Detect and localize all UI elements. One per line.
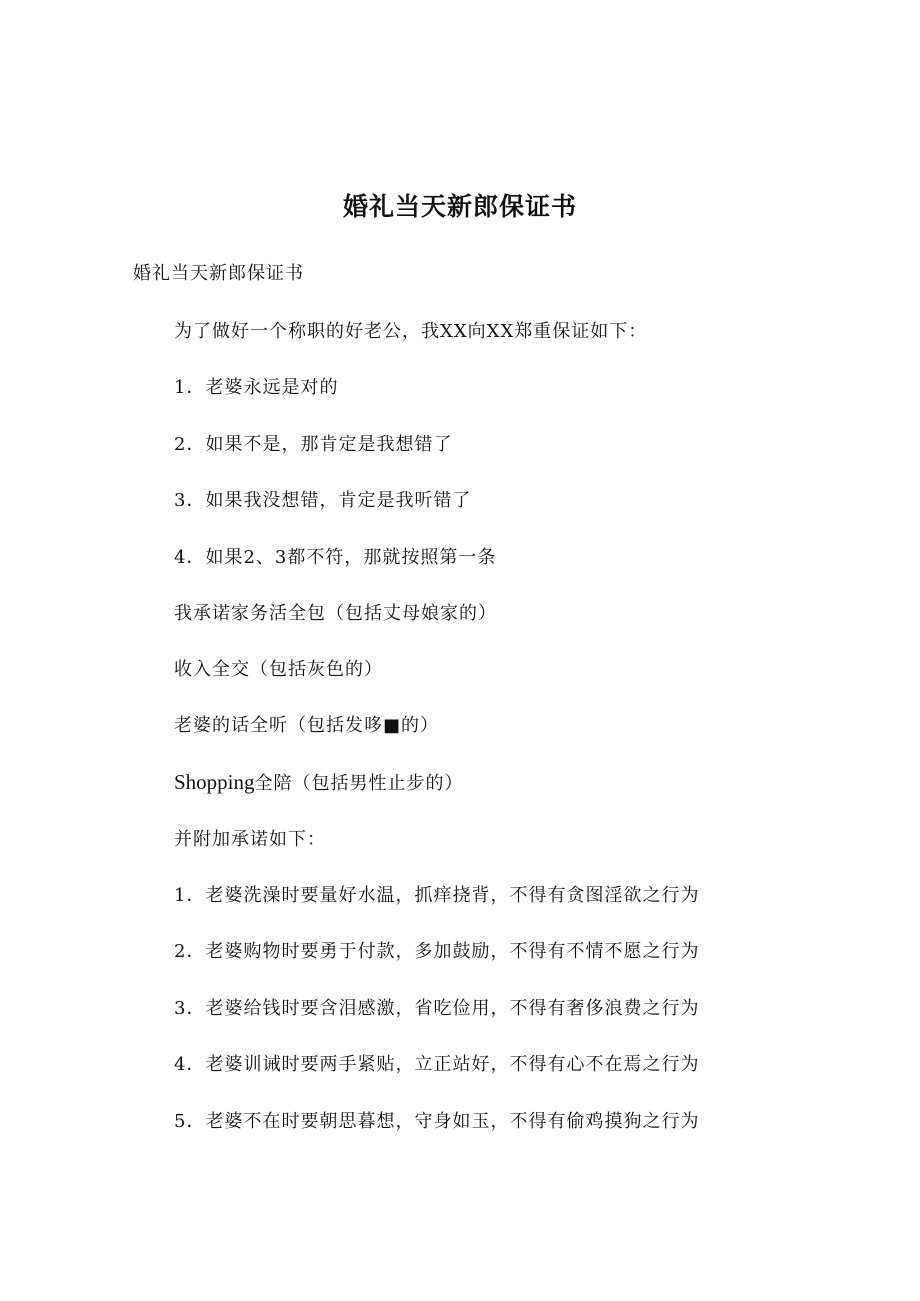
document-subtitle: 婚礼当天新郎保证书 — [133, 263, 304, 284]
additional-item-5: 5．老婆不在时要朝思暮想，守身如玉，不得有偷鸡摸狗之行为 — [174, 1111, 700, 1132]
additional-item-1: 1．老婆洗澡时要量好水温，抓痒挠背，不得有贪图淫欲之行为 — [174, 885, 700, 906]
additional-item-3: 3．老婆给钱时要含泪感激，省吃俭用，不得有奢侈浪费之行为 — [174, 998, 700, 1019]
promise-listen: 老婆的话全听（包括发哆■的） — [174, 715, 440, 736]
promise-shopping: Shopping全陪（包括男性止步的） — [174, 770, 464, 794]
rule-2: 2．如果不是，那肯定是我想错了 — [174, 434, 453, 455]
additional-item-2: 2．老婆购物时要勇于付款，多加鼓励，不得有不情不愿之行为 — [174, 941, 700, 962]
additional-heading: 并附加承诺如下： — [174, 829, 326, 850]
rule-1: 1．老婆永远是对的 — [174, 377, 339, 398]
rule-3: 3．如果我没想错，肯定是我听错了 — [174, 490, 472, 511]
additional-item-4: 4．老婆训诫时要两手紧贴，立正站好，不得有心不在焉之行为 — [174, 1054, 700, 1075]
rule-4: 4．如果2、3都不符，那就按照第一条 — [174, 547, 497, 568]
intro-paragraph: 为了做好一个称职的好老公，我XX向XX郑重保证如下： — [174, 321, 648, 342]
promise-housework: 我承诺家务活全包（包括丈母娘家的） — [174, 603, 497, 624]
document-title: 婚礼当天新郎保证书 — [342, 192, 577, 221]
promise-income: 收入全交（包括灰色的） — [174, 659, 383, 680]
